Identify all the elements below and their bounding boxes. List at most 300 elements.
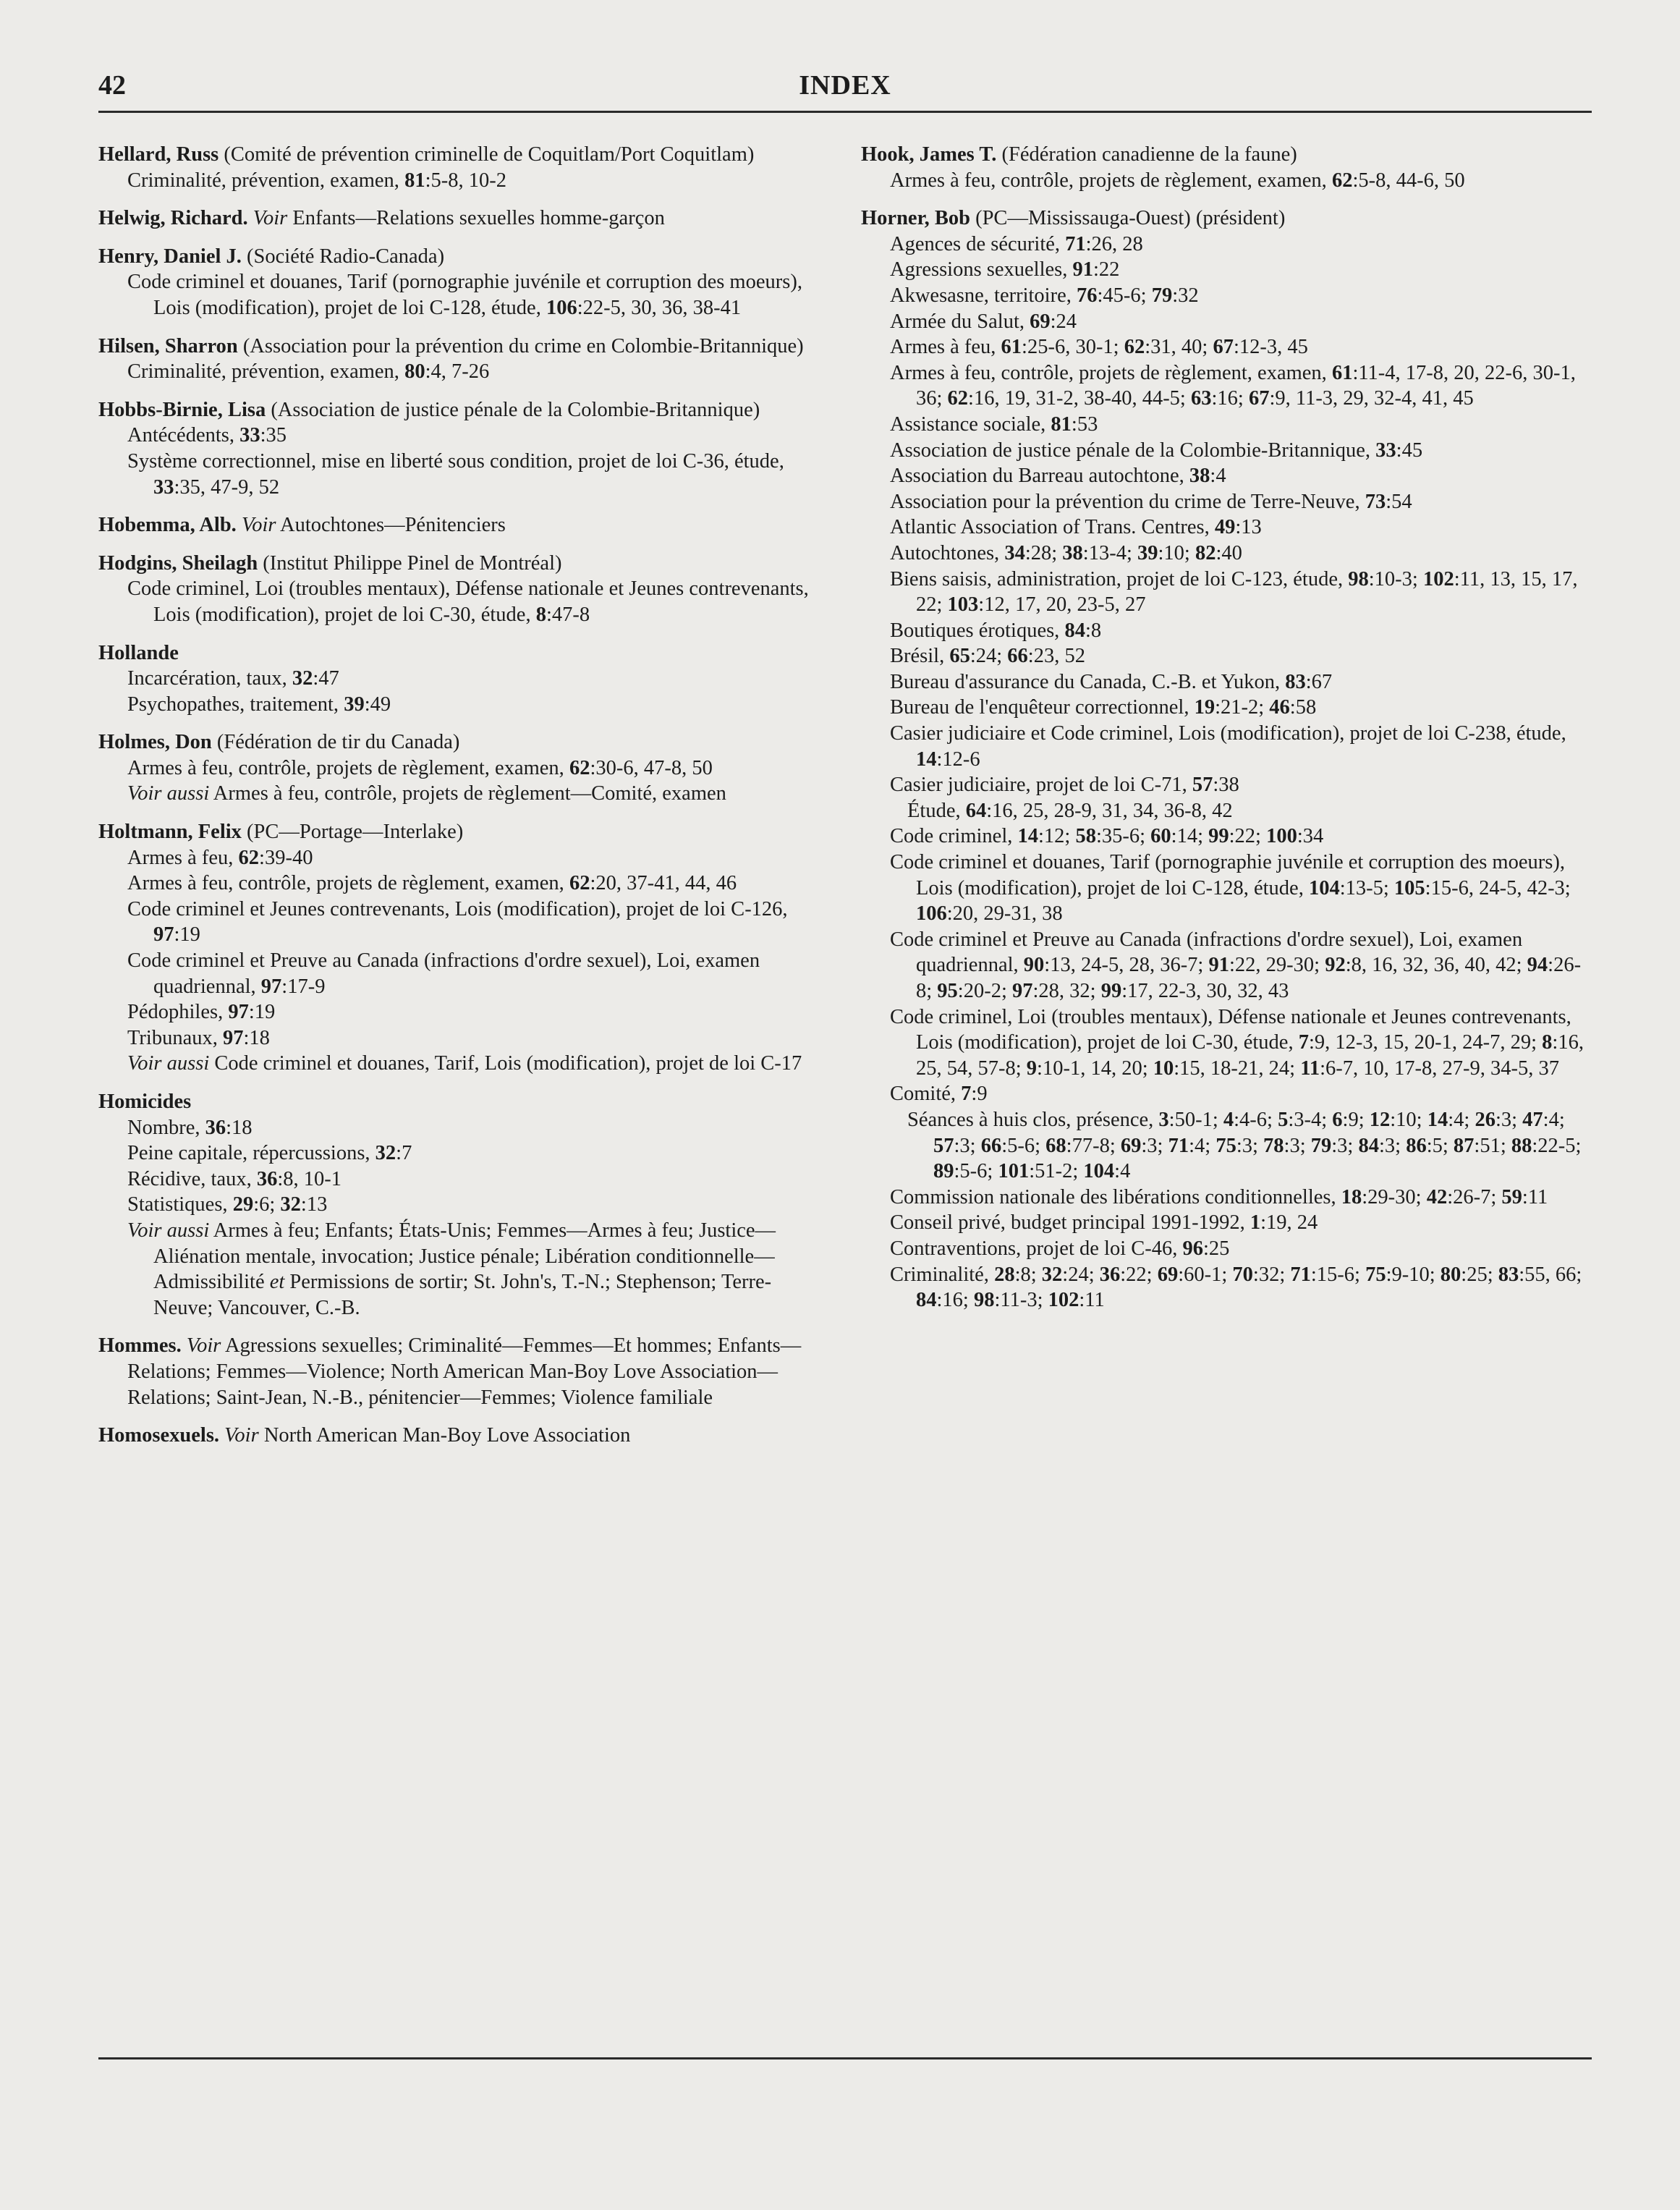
text-run: 67 — [1248, 387, 1270, 410]
text-run: 67 — [1213, 336, 1234, 359]
text-run: :11 — [1522, 1185, 1548, 1208]
entry-heading — [98, 206, 822, 232]
text-run: :3; — [1284, 1134, 1311, 1157]
text-run: (Société Radio-Canada) — [241, 245, 445, 268]
text-run: 62 — [569, 756, 590, 779]
footer-rule — [98, 2057, 1592, 2059]
text-run: Armes à feu, contrôle, projets de règlement, examen, — [127, 756, 569, 779]
text-run: :19, 24 — [1260, 1211, 1318, 1235]
text-run: (Association de justice pénale de la Colombie-Britannique) — [266, 398, 760, 421]
entry-subheading — [98, 692, 822, 718]
entry-subheading — [861, 1236, 1592, 1262]
text-run: 71 — [1168, 1134, 1189, 1157]
index-column-left — [98, 142, 822, 1461]
text-run: :45 — [1396, 439, 1423, 462]
text-run: :14; — [1171, 825, 1209, 848]
text-run: :49 — [364, 693, 391, 716]
text-run: Holtmann, Felix — [98, 821, 242, 844]
text-run: 36 — [256, 1167, 278, 1190]
text-run: (Association pour la prévention du crime en Colombie-Britannique) — [237, 334, 804, 357]
entry-subheading — [861, 232, 1592, 258]
text-run: (Comité de prévention criminelle de Coquitlam/Port Coquitlam) — [219, 143, 755, 166]
text-run: Armes à feu, contrôle, projets de règlement, examen, — [890, 361, 1332, 384]
text-run: (PC—Portage—Interlake) — [241, 821, 464, 844]
text-run: 86 — [1406, 1134, 1427, 1157]
text-run: 14 — [1427, 1108, 1448, 1131]
text-run: :50-1; — [1168, 1108, 1223, 1131]
text-run: Code criminel, — [890, 825, 1018, 848]
entry-subheading — [861, 412, 1592, 438]
text-run: Voir — [241, 514, 276, 537]
entry-subheading — [98, 845, 822, 871]
text-run: :22-5, 30, 36, 38-41 — [577, 296, 742, 319]
text-run: Code criminel, Loi (troubles mentaux), Défense nationale et Jeunes contrevenants, Lois (modification), projet de loi C-30, étude, — [890, 1005, 1571, 1054]
text-run: 98 — [1348, 567, 1369, 590]
text-run: :32; — [1252, 1263, 1291, 1286]
entry-subheading — [861, 1107, 1592, 1185]
text-run: :9, 11-3, 29, 32-4, 41, 45 — [1269, 387, 1474, 410]
entry-heading — [98, 142, 822, 168]
text-run: 11 — [1300, 1057, 1320, 1080]
text-run: 5 — [1278, 1108, 1289, 1131]
text-run: 104 — [1308, 876, 1340, 899]
text-run: Homosexuels. — [98, 1424, 220, 1447]
text-run: 7 — [1298, 1031, 1309, 1054]
text-run: 1 — [1250, 1211, 1261, 1235]
text-run: :77-8; — [1066, 1134, 1121, 1157]
text-run: :10; — [1158, 541, 1195, 564]
text-run: 71 — [1290, 1263, 1311, 1286]
index-entry — [98, 397, 822, 500]
text-run: 92 — [1325, 954, 1346, 977]
text-run: Hellard, Russ — [98, 143, 219, 166]
text-run: Voir — [186, 1334, 221, 1358]
text-run: :5; — [1426, 1134, 1454, 1157]
text-run: 57 — [933, 1134, 954, 1157]
text-run: :28, 32; — [1032, 980, 1101, 1002]
text-run: :12-6 — [936, 748, 980, 771]
text-run: 100 — [1266, 825, 1297, 848]
entry-subheading — [98, 999, 822, 1025]
text-run: 91 — [1072, 258, 1094, 281]
entry-subheading — [98, 871, 822, 897]
text-run: :45-6; — [1097, 284, 1152, 307]
text-run: 59 — [1501, 1185, 1522, 1208]
text-run: :4; — [1189, 1134, 1216, 1157]
text-run: :30-6, 47-8, 50 — [590, 756, 713, 779]
text-run: 64 — [965, 799, 987, 822]
text-run: Biens saisis, administration, projet de loi C-123, étude, — [890, 567, 1349, 590]
text-run: :8, 10-1 — [277, 1167, 342, 1190]
text-run: :9; — [1342, 1108, 1370, 1131]
entry-subheading — [98, 948, 822, 999]
text-run: Enfants—Relations sexuelles homme-garçon — [287, 207, 665, 230]
text-run: :51; — [1474, 1134, 1511, 1157]
text-run: 36 — [205, 1116, 226, 1139]
text-run: 33 — [153, 475, 174, 499]
text-run: 47 — [1522, 1108, 1543, 1131]
text-run: 102 — [1048, 1289, 1079, 1312]
index-entry — [861, 206, 1592, 1313]
text-run: Helwig, Richard. — [98, 207, 248, 230]
text-run: 82 — [1195, 541, 1216, 564]
text-run: Horner, Bob — [861, 207, 970, 230]
entry-subheading — [861, 798, 1592, 824]
text-run: 99 — [1100, 980, 1122, 1002]
text-run: :29-30; — [1362, 1185, 1427, 1208]
text-run: 63 — [1190, 387, 1212, 410]
text-run: :28; — [1024, 541, 1063, 564]
entry-subheading — [861, 669, 1592, 695]
text-run: 61 — [1331, 361, 1353, 384]
index-entry — [98, 729, 822, 807]
text-run: :20-2; — [957, 980, 1012, 1002]
text-run: Hobemma, Alb. — [98, 514, 237, 537]
text-run: 38 — [1062, 541, 1083, 564]
text-run: :38 — [1213, 774, 1239, 797]
text-run: :47-8 — [546, 603, 590, 626]
entry-subheading — [861, 309, 1592, 335]
text-run: :13 — [1235, 516, 1262, 539]
text-run: 79 — [1151, 284, 1173, 307]
text-run: 62 — [1331, 169, 1353, 192]
text-run: 6 — [1332, 1108, 1343, 1131]
entry-subheading — [98, 1115, 822, 1141]
text-run: :4, 7-26 — [425, 360, 490, 384]
text-run: 57 — [1192, 774, 1213, 797]
text-run: Boutiques érotiques, — [890, 619, 1065, 642]
entry-heading — [98, 551, 822, 577]
text-run: 87 — [1453, 1134, 1475, 1157]
text-run: 61 — [1001, 336, 1022, 359]
entry-heading — [98, 819, 822, 845]
text-run: Association pour la prévention du crime de Terre-Neuve, — [890, 490, 1365, 513]
text-run: 89 — [933, 1160, 954, 1183]
text-run: :24; — [1062, 1263, 1100, 1286]
text-run: 84 — [1064, 619, 1085, 642]
text-run: 106 — [546, 296, 577, 319]
text-run: 10 — [1153, 1057, 1174, 1080]
text-run: :55, 66; — [1519, 1263, 1582, 1286]
text-run: Commission nationale des libérations conditionnelles, — [890, 1185, 1341, 1208]
text-run: :3; — [1331, 1134, 1359, 1157]
text-run: Armes à feu, contrôle, projets de règlement, examen, — [890, 169, 1332, 192]
text-run: :40 — [1216, 541, 1242, 564]
text-run: 66 — [980, 1134, 1002, 1157]
text-run: Permissions de sortir; St. John's, T.-N.; Stephenson; Terre-Neuve; Vancouver, C.-B. — [153, 1271, 772, 1319]
entry-subheading — [98, 576, 822, 627]
text-run: :19 — [174, 923, 200, 947]
text-run: :7 — [396, 1142, 412, 1165]
entry-subheading — [861, 257, 1592, 283]
entry-subheading — [861, 850, 1592, 927]
text-run: Hollande — [98, 641, 179, 664]
text-run: :17, 22-3, 30, 32, 43 — [1121, 980, 1289, 1002]
text-run: :22 — [1093, 258, 1120, 281]
entry-subheading — [861, 567, 1592, 618]
text-run: Code criminel et Preuve au Canada (infractions d'ordre sexuel), Loi, examen quadriennal, — [127, 949, 760, 998]
entry-subheading — [861, 618, 1592, 644]
text-run: Antécédents, — [127, 424, 240, 447]
text-run: Criminalité, — [890, 1263, 995, 1286]
entry-subheading — [861, 1081, 1592, 1107]
text-run: 73 — [1365, 490, 1386, 513]
text-run: Psychopathes, traitement, — [127, 693, 344, 716]
entry-subheading — [861, 1185, 1592, 1211]
text-run: 101 — [998, 1160, 1030, 1183]
text-run: 39 — [1137, 541, 1158, 564]
text-run: :31, 40; — [1145, 336, 1213, 359]
text-run: 19 — [1194, 696, 1216, 719]
text-run: North American Man-Boy Love Association — [258, 1424, 631, 1447]
text-run: 88 — [1511, 1134, 1532, 1157]
text-run: 62 — [947, 387, 969, 410]
index-entry — [98, 1333, 822, 1410]
header-rule — [98, 111, 1592, 113]
text-run: :16, 25, 54, 57-8; — [916, 1031, 1584, 1080]
text-run: :32 — [1172, 284, 1199, 307]
text-run: :53 — [1071, 412, 1098, 436]
index-entry — [98, 142, 822, 193]
text-run: Criminalité, prévention, examen, — [127, 360, 405, 384]
text-run: Conseil privé, budget principal 1991-1992, — [890, 1211, 1250, 1235]
entry-subheading — [98, 1140, 822, 1167]
text-run: et — [269, 1271, 285, 1294]
text-run: Atlantic Association of Trans. Centres, — [890, 516, 1215, 539]
index-entry — [98, 334, 822, 385]
text-run: :4 — [1114, 1160, 1131, 1183]
text-run: 81 — [1051, 412, 1072, 436]
text-run: 42 — [1426, 1185, 1448, 1208]
index-entry — [98, 640, 822, 718]
text-run: Agences de sécurité, — [890, 232, 1066, 255]
text-run: Akwesasne, territoire, — [890, 284, 1077, 307]
entry-subheading — [861, 1004, 1592, 1082]
text-run: :4 — [1210, 465, 1226, 488]
entry-subheading — [98, 781, 822, 807]
text-run: :6; — [253, 1193, 281, 1216]
text-run: Code criminel, Loi (troubles mentaux), Défense nationale et Jeunes contrevenants, Lois (modification), projet de loi C-30, étude, — [127, 577, 809, 626]
text-run: Hodgins, Sheilagh — [98, 551, 258, 575]
text-run: 32 — [375, 1142, 396, 1165]
text-run: :25-6, 30-1; — [1022, 336, 1124, 359]
entry-subheading — [861, 463, 1592, 489]
text-run: 83 — [1285, 670, 1306, 693]
text-run: Autochtones, — [890, 541, 1005, 564]
text-run: :20, 29-31, 38 — [946, 902, 1063, 926]
text-run: 8 — [535, 603, 546, 626]
text-run: :15-6; — [1310, 1263, 1366, 1286]
entry-subheading — [861, 360, 1592, 412]
text-run: Pédophiles, — [127, 1001, 229, 1024]
text-run: :24; — [970, 645, 1008, 668]
text-run: 96 — [1182, 1237, 1203, 1260]
text-run: 28 — [994, 1263, 1015, 1286]
text-run: :21-2; — [1215, 696, 1270, 719]
text-run: Hommes. — [98, 1334, 182, 1358]
text-run: 66 — [1007, 645, 1028, 668]
text-run: Casier judiciaire, projet de loi C-71, — [890, 774, 1192, 797]
text-run: 105 — [1393, 876, 1425, 899]
text-run: Homicides — [98, 1091, 192, 1113]
text-run: 3 — [1158, 1108, 1169, 1131]
entry-subheading — [861, 824, 1592, 850]
text-run — [237, 514, 242, 536]
text-run: :17-9 — [281, 975, 326, 998]
text-run: Armes à feu; Enfants; États-Unis; Femmes—Armes à feu; Justice—Aliénation mentale, invocation; Justice pénale; Libération conditionnelle—Admissibilité — [153, 1219, 776, 1294]
text-run: 4 — [1223, 1108, 1234, 1131]
entry-heading — [98, 729, 822, 755]
text-run: :18 — [243, 1026, 270, 1049]
text-run: 38 — [1189, 465, 1210, 488]
text-run: :34 — [1297, 825, 1324, 848]
text-run: :16, 19, 31-2, 38-40, 44-5; — [968, 387, 1191, 410]
text-run: 14 — [1017, 825, 1038, 848]
text-run: Holmes, Don — [98, 731, 212, 754]
text-run: 33 — [1375, 439, 1396, 462]
text-run: 97 — [1012, 980, 1033, 1002]
text-run: :5-8, 44-6, 50 — [1352, 169, 1465, 192]
text-run: :25 — [1202, 1237, 1230, 1260]
entry-subheading — [98, 1025, 822, 1051]
text-run: :13-5; — [1339, 876, 1394, 899]
text-run: Hilsen, Sharron — [98, 334, 238, 357]
text-run: :35 — [260, 424, 287, 447]
text-run: 7 — [961, 1083, 972, 1106]
text-run: Agressions sexuelles; Criminalité—Femmes—Et hommes; Enfants—Relations; Femmes—Violence; North American Man-Boy Love Association—Relations; Saint-Jean, N.-B., pénitencier—Femmes; Violence familiale — [127, 1334, 802, 1409]
text-run: 8 — [1542, 1031, 1553, 1054]
text-run: :13 — [300, 1193, 328, 1216]
text-run: Brésil, — [890, 645, 950, 668]
text-run: :3; — [1378, 1134, 1407, 1157]
text-run: Code criminel et douanes, Tarif (pornographie juvénile et corruption des moeurs), Lois (modification), projet de loi C-128, étude, — [127, 271, 802, 319]
text-run: :4-6; — [1234, 1108, 1278, 1131]
text-run: 32 — [1041, 1263, 1063, 1286]
text-run: 84 — [1358, 1134, 1379, 1157]
text-run: Hook, James T. — [861, 143, 997, 166]
text-run: :3; — [1141, 1134, 1168, 1157]
text-run: :5-8, 10-2 — [425, 169, 506, 192]
text-run: Code criminel et douanes, Tarif, Lois (modification), projet de loi C-17 — [209, 1052, 802, 1075]
text-run: :8, 16, 32, 36, 40, 42; — [1345, 954, 1527, 977]
text-run: Code criminel et douanes, Tarif (pornographie juvénile et corruption des moeurs), Lois (modification), projet de loi C-128, étude, — [890, 851, 1565, 899]
text-run: (PC—Mississauga-Ouest) (président) — [970, 207, 1286, 230]
text-run: Peine capitale, répercussions, — [127, 1142, 376, 1165]
index-entry — [98, 551, 822, 628]
text-run: 32 — [280, 1193, 301, 1216]
text-run: :25; — [1461, 1263, 1498, 1286]
text-run: :51-2; — [1029, 1160, 1084, 1183]
text-run: :20, 37-41, 44, 46 — [590, 872, 737, 895]
text-run: (Fédération de tir du Canada) — [211, 731, 460, 754]
text-run: 34 — [1004, 541, 1025, 564]
text-run: 69 — [1157, 1263, 1179, 1286]
text-run: 39 — [344, 693, 365, 716]
text-run: (Fédération canadienne de la faune) — [996, 143, 1297, 166]
text-run: :3-4; — [1288, 1108, 1333, 1131]
text-run: Système correctionnel, mise en liberté sous condition, projet de loi C-36, étude, — [127, 449, 784, 473]
text-run: Bureau d'assurance du Canada, C.-B. et Yukon, — [890, 670, 1286, 693]
text-run: (Institut Philippe Pinel de Montréal) — [258, 551, 562, 575]
text-run: Voir — [253, 207, 288, 230]
text-run: :8; — [1014, 1263, 1042, 1286]
entry-subheading — [861, 515, 1592, 541]
text-run: :10-1, 14, 20; — [1037, 1057, 1153, 1080]
entry-heading — [98, 334, 822, 360]
text-run: 70 — [1232, 1263, 1253, 1286]
text-run: Nombre, — [127, 1116, 205, 1139]
text-run: :4; — [1543, 1108, 1565, 1131]
index-column-right — [861, 142, 1592, 1326]
text-run: :12-3, 45 — [1233, 336, 1308, 359]
text-run: :19 — [248, 1001, 276, 1024]
text-run: 62 — [238, 846, 260, 869]
text-run: :13-4; — [1082, 541, 1137, 564]
text-run: 9 — [1026, 1057, 1038, 1080]
entry-heading — [98, 244, 822, 270]
text-run: Armée du Salut, — [890, 310, 1030, 333]
text-run: :35, 47-9, 52 — [174, 475, 280, 499]
index-entry — [98, 512, 822, 538]
text-run — [248, 207, 253, 229]
entry-subheading — [98, 666, 822, 692]
text-run: :26-7; — [1447, 1185, 1502, 1208]
text-run: 78 — [1263, 1134, 1284, 1157]
text-run: :15-6, 24-5, 42-3; — [1425, 876, 1571, 899]
text-run: 94 — [1527, 954, 1548, 977]
entry-subheading — [861, 721, 1592, 772]
text-run: :5-6; — [1001, 1134, 1046, 1157]
text-run: 65 — [949, 645, 970, 668]
text-run: Incarcération, taux, — [127, 667, 292, 690]
entry-subheading — [98, 168, 822, 194]
entry-subheading — [861, 643, 1592, 669]
text-run: Armes à feu, — [890, 336, 1001, 359]
text-run: :26, 28 — [1085, 232, 1143, 255]
text-run: 14 — [916, 748, 937, 771]
text-run: Casier judiciaire et Code criminel, Lois (modification), projet de loi C-238, étude, — [890, 722, 1566, 745]
text-run: 81 — [404, 169, 425, 192]
text-run: 33 — [239, 424, 260, 447]
page-title: INDEX — [799, 70, 891, 101]
text-run: 98 — [973, 1289, 995, 1312]
text-run: 62 — [569, 872, 590, 895]
text-run: Code criminel et Preuve au Canada (infractions d'ordre sexuel), Loi, examen quadriennal, — [890, 928, 1523, 977]
text-run: 76 — [1077, 284, 1098, 307]
text-run: 75 — [1216, 1134, 1236, 1157]
text-run: :67 — [1305, 670, 1333, 693]
text-run: :11, 13, 15, 17, 22; — [916, 567, 1578, 617]
entry-subheading — [98, 1218, 822, 1321]
text-run: 80 — [1440, 1263, 1461, 1286]
text-run: :22; — [1229, 825, 1267, 848]
text-run: :26-8; — [916, 954, 1582, 1002]
entry-subheading — [98, 1167, 822, 1193]
text-run: :16, 25, 28-9, 31, 34, 36-8, 42 — [986, 799, 1233, 822]
entry-subheading — [861, 334, 1592, 360]
text-run: :6-7, 10, 17-8, 27-9, 34-5, 37 — [1320, 1057, 1560, 1080]
text-run: :11 — [1079, 1289, 1105, 1312]
entry-heading — [98, 1333, 822, 1410]
text-run: Voir — [224, 1424, 259, 1447]
text-run: :47 — [313, 667, 339, 690]
text-run: Assistance sociale, — [890, 412, 1051, 436]
entry-subheading — [98, 755, 822, 782]
text-run: :58 — [1289, 696, 1317, 719]
index-entry — [98, 819, 822, 1077]
entry-subheading — [98, 449, 822, 500]
text-run: Armes à feu, contrôle, projets de règlement—Comité, examen — [209, 782, 726, 805]
